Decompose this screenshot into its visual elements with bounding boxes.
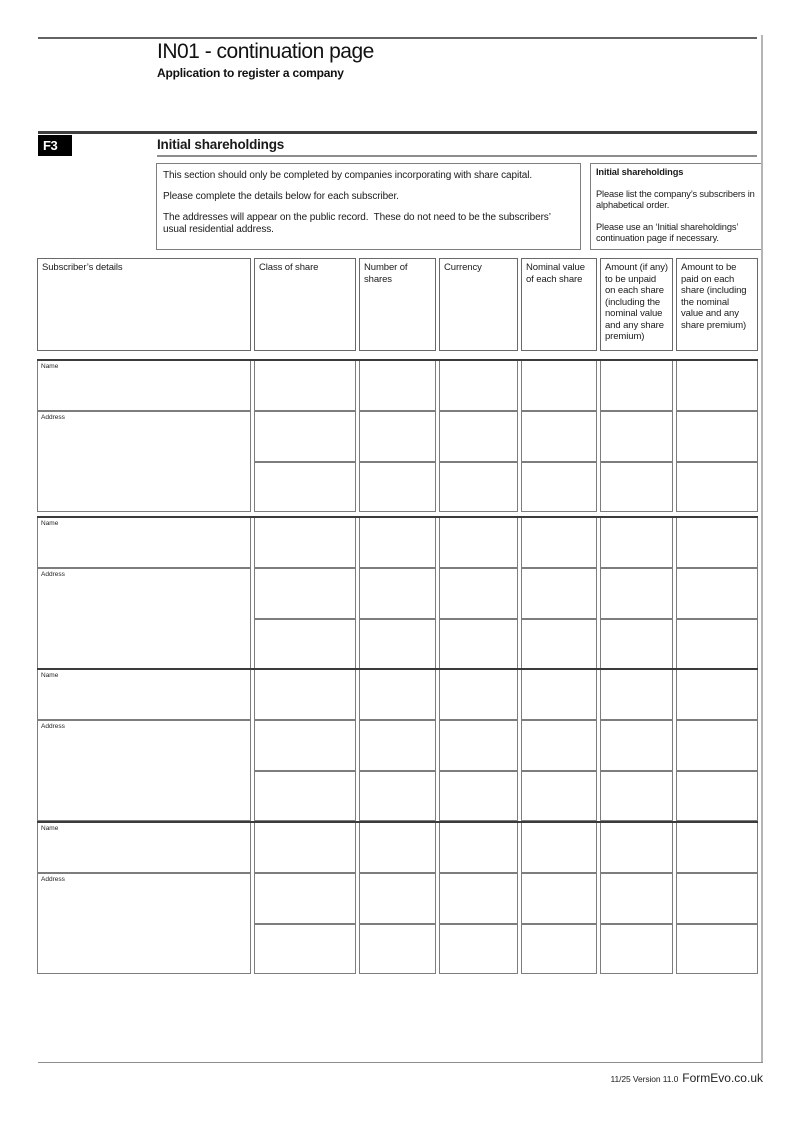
amount-paid-field[interactable] — [676, 873, 758, 924]
class-of-share-field[interactable] — [254, 619, 356, 669]
amount-unpaid-field[interactable] — [600, 771, 673, 821]
amount-paid-field[interactable] — [676, 822, 758, 873]
amount-paid-field[interactable] — [676, 924, 758, 974]
subscriber-block — [37, 360, 758, 512]
section-badge-f3: F3 — [38, 135, 72, 156]
currency-field[interactable] — [439, 873, 518, 924]
address-field-label: Address — [41, 571, 65, 578]
subscriber-block — [37, 517, 758, 669]
guidance-note-2: Please use an ‘Initial shareholdings’ continuation page if necessary. — [596, 221, 738, 243]
amount-unpaid-field[interactable] — [600, 517, 673, 568]
number-of-shares-field[interactable] — [359, 771, 436, 821]
name-field[interactable] — [37, 669, 251, 720]
name-field[interactable] — [37, 517, 251, 568]
subscriber-block — [37, 822, 758, 972]
amount-unpaid-field[interactable] — [600, 411, 673, 462]
instruction-box — [156, 163, 581, 250]
address-field[interactable] — [37, 720, 251, 821]
section-divider-rule — [38, 131, 757, 134]
class-of-share-field[interactable] — [254, 517, 356, 568]
amount-paid-field[interactable] — [676, 771, 758, 821]
column-header-amount-paid: Amount to be paid on each share (including the nominal value and any share premium) — [676, 258, 758, 351]
class-of-share-field[interactable] — [254, 924, 356, 974]
table-header-row — [37, 258, 758, 351]
currency-field[interactable] — [439, 411, 518, 462]
section-heading-rule — [157, 155, 757, 157]
nominal-value-field[interactable] — [521, 771, 597, 821]
address-field[interactable] — [37, 873, 251, 974]
nominal-value-field[interactable] — [521, 720, 597, 771]
number-of-shares-field[interactable] — [359, 669, 436, 720]
instruction-line-1: This section should only be completed by companies incorporating with share capital. — [163, 170, 533, 181]
currency-field[interactable] — [439, 462, 518, 512]
column-header-subscriber-details: Subscriber’s details — [37, 258, 251, 351]
class-of-share-field[interactable] — [254, 568, 356, 619]
currency-field[interactable] — [439, 619, 518, 669]
section-heading: Initial shareholdings — [157, 137, 285, 152]
nominal-value-field[interactable] — [521, 411, 597, 462]
instruction-line-3: The addresses will appear on the public record. These do not need to be the subscribers’ usual residential address. — [163, 212, 551, 235]
formevo-brand: FormEvo.co.uk — [682, 1071, 763, 1085]
number-of-shares-field[interactable] — [359, 411, 436, 462]
class-of-share-field[interactable] — [254, 669, 356, 720]
nominal-value-field[interactable] — [521, 669, 597, 720]
amount-unpaid-field[interactable] — [600, 720, 673, 771]
class-of-share-field[interactable] — [254, 360, 356, 411]
address-field-label: Address — [41, 414, 65, 421]
number-of-shares-field[interactable] — [359, 568, 436, 619]
class-of-share-field[interactable] — [254, 771, 356, 821]
number-of-shares-field[interactable] — [359, 924, 436, 974]
nominal-value-field[interactable] — [521, 462, 597, 512]
column-header-currency: Currency — [439, 258, 518, 351]
name-field-label: Name — [41, 520, 59, 527]
address-field-label: Address — [41, 723, 65, 730]
class-of-share-field[interactable] — [254, 822, 356, 873]
instruction-line-2: Please complete the details below for each subscriber. — [163, 191, 399, 202]
address-field-label: Address — [41, 876, 65, 883]
amount-unpaid-field[interactable] — [600, 462, 673, 512]
amount-paid-field[interactable] — [676, 568, 758, 619]
class-of-share-field[interactable] — [254, 873, 356, 924]
class-of-share-field[interactable] — [254, 411, 356, 462]
nominal-value-field[interactable] — [521, 873, 597, 924]
nominal-value-field[interactable] — [521, 822, 597, 873]
currency-field[interactable] — [439, 822, 518, 873]
address-field[interactable] — [37, 411, 251, 512]
number-of-shares-field[interactable] — [359, 720, 436, 771]
amount-paid-field[interactable] — [676, 462, 758, 512]
name-field-label: Name — [41, 672, 59, 679]
amount-unpaid-field[interactable] — [600, 873, 673, 924]
currency-field[interactable] — [439, 924, 518, 974]
page-subtitle: Application to register a company — [157, 66, 344, 80]
nominal-value-field[interactable] — [521, 619, 597, 669]
column-header-nominal-value: Nominal value of each share — [521, 258, 597, 351]
currency-field[interactable] — [439, 517, 518, 568]
column-header-number-of-shares: Number of shares — [359, 258, 436, 351]
form-version: 11/25 Version 11.0 — [610, 1074, 679, 1084]
name-field-label: Name — [41, 363, 59, 370]
amount-unpaid-field[interactable] — [600, 360, 673, 411]
page-bottom-rule — [38, 1062, 763, 1063]
amount-unpaid-field[interactable] — [600, 924, 673, 974]
number-of-shares-field[interactable] — [359, 360, 436, 411]
currency-field[interactable] — [439, 669, 518, 720]
amount-paid-field[interactable] — [676, 360, 758, 411]
class-of-share-field[interactable] — [254, 720, 356, 771]
nominal-value-field[interactable] — [521, 360, 597, 411]
subscriber-block — [37, 669, 758, 821]
nominal-value-field[interactable] — [521, 568, 597, 619]
nominal-value-field[interactable] — [521, 924, 597, 974]
shareholdings-table — [37, 258, 759, 974]
amount-paid-field[interactable] — [676, 411, 758, 462]
class-of-share-field[interactable] — [254, 462, 356, 512]
number-of-shares-field[interactable] — [359, 619, 436, 669]
column-header-amount-unpaid: Amount (if any) to be unpaid on each share (including the nominal value and any share premium) — [600, 258, 673, 351]
nominal-value-field[interactable] — [521, 517, 597, 568]
amount-unpaid-field[interactable] — [600, 568, 673, 619]
name-field[interactable] — [37, 360, 251, 411]
amount-unpaid-field[interactable] — [600, 669, 673, 720]
guidance-sidebar — [590, 163, 762, 250]
number-of-shares-field[interactable] — [359, 462, 436, 512]
amount-paid-field[interactable] — [676, 517, 758, 568]
currency-field[interactable] — [439, 771, 518, 821]
amount-unpaid-field[interactable] — [600, 822, 673, 873]
amount-unpaid-field[interactable] — [600, 619, 673, 669]
number-of-shares-field[interactable] — [359, 517, 436, 568]
page-right-rule — [761, 35, 763, 1063]
name-field[interactable] — [37, 822, 251, 873]
name-field-label: Name — [41, 825, 59, 832]
page-footer — [37, 1069, 763, 1087]
guidance-sidebar-heading: Initial shareholdings — [596, 167, 684, 177]
number-of-shares-field[interactable] — [359, 873, 436, 924]
page-title: IN01 - continuation page — [157, 40, 374, 63]
amount-paid-field[interactable] — [676, 669, 758, 720]
number-of-shares-field[interactable] — [359, 822, 436, 873]
guidance-note-1: Please list the company’s subscribers in alphabetical order. — [596, 188, 755, 210]
page-top-rule — [38, 37, 757, 39]
currency-field[interactable] — [439, 720, 518, 771]
column-header-class-of-share: Class of share — [254, 258, 356, 351]
address-field[interactable] — [37, 568, 251, 669]
amount-paid-field[interactable] — [676, 619, 758, 669]
amount-paid-field[interactable] — [676, 720, 758, 771]
currency-field[interactable] — [439, 568, 518, 619]
currency-field[interactable] — [439, 360, 518, 411]
